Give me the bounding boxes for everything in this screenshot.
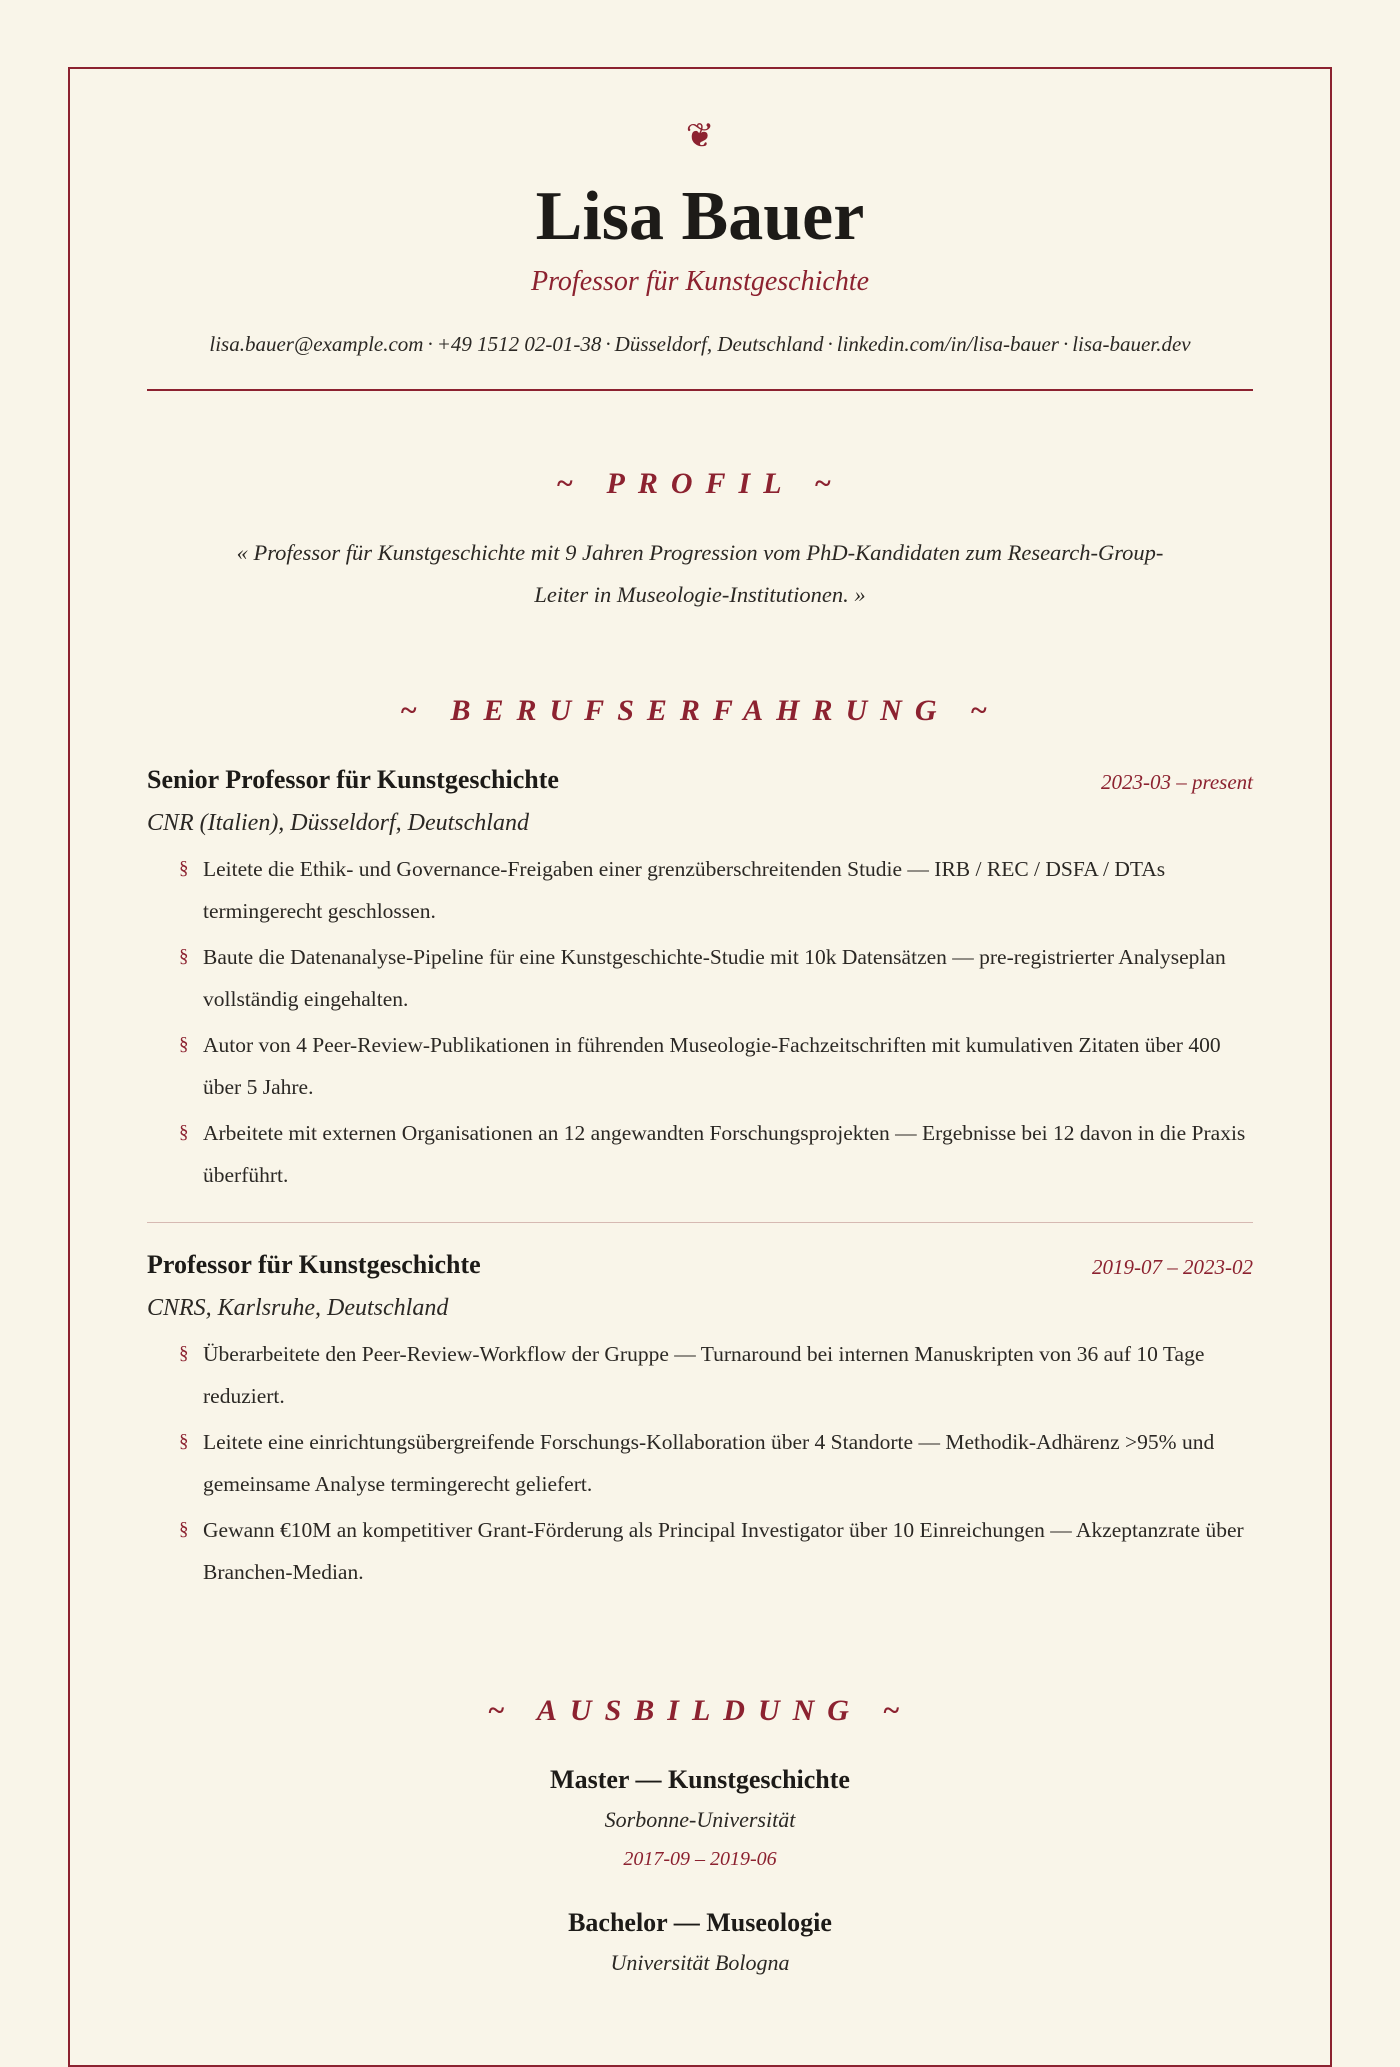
job-bullets	[147, 848, 1253, 1196]
education-degree: Bachelor — Museologie	[568, 1908, 832, 1937]
list-item	[147, 936, 1253, 1020]
job-divider	[147, 1222, 1253, 1223]
job-entry	[147, 1247, 1253, 1597]
contact-location: Düsseldorf, Deutschland	[614, 332, 824, 356]
section-title-experience: ~ BERUFSERFAHRUNG ~	[399, 694, 1001, 727]
section-sign-icon: §	[179, 1431, 189, 1452]
section-title-education: ~ AUSBILDUNG ~	[487, 1694, 913, 1727]
job-organization: CNR (Italien), Düsseldorf, Deutschland	[147, 810, 529, 836]
section-title-profile: ~ PROFIL ~	[555, 467, 845, 500]
job-header	[147, 762, 1253, 798]
job-dates: 2023-03 – present	[1100, 770, 1253, 794]
job-organization: CNRS, Karlsruhe, Deutschland	[147, 1295, 449, 1321]
fleuron-icon: ❦	[685, 116, 715, 156]
job-title: Professor für Kunstgeschichte	[147, 1250, 481, 1279]
contact-linkedin[interactable]: linkedin.com/in/lisa-bauer	[836, 332, 1059, 356]
contact-separator: ·	[427, 332, 433, 356]
bullet-text: Gewann €10M an kompetitiver Grant-Förderung als Principal Investigator über 10 Einreichungen — Akzeptanzrate über Branchen-Median.	[203, 1518, 1244, 1584]
bullet-text: Autor von 4 Peer-Review-Publikationen in führenden Museologie-Fachzeitschriften mit kumulativen Zitaten über 400 über 5 Jahre.	[203, 1033, 1221, 1099]
list-item	[147, 1333, 1253, 1417]
contact-email[interactable]: lisa.bauer@example.com	[209, 332, 424, 356]
section-sign-icon: §	[179, 1034, 189, 1055]
bullet-text: Leitete eine einrichtungsübergreifende Forschungs-Kollaboration über 4 Standorte — Methodik-Adhärenz >95% und gemeinsame Analyse termingerecht geliefert.	[203, 1430, 1215, 1496]
candidate-name: Lisa Bauer	[535, 178, 865, 255]
list-item	[147, 1112, 1253, 1196]
contact-website[interactable]: lisa-bauer.dev	[1072, 332, 1191, 356]
education-dates: 2017-09 – 2019-06	[623, 1848, 777, 1870]
education-degree: Master — Kunstgeschichte	[550, 1765, 850, 1794]
contact-separator: ·	[827, 332, 833, 356]
contact-phone[interactable]: +49 1512 02-01-38	[436, 332, 602, 356]
section-sign-icon: §	[179, 1519, 189, 1540]
list-item	[147, 1024, 1253, 1108]
section-sign-icon: §	[179, 946, 189, 967]
section-sign-icon: §	[179, 858, 189, 879]
bullet-text: Arbeitete mit externen Organisationen an 12 angewandten Forschungsprojekten — Ergebnisse bei 12 davon in die Praxis überführt.	[203, 1121, 1246, 1187]
bullet-text: Baute die Datenanalyse-Pipeline für eine Kunstgeschichte-Studie mit 10k Datensätzen — pre-registrierter Analyseplan vollständig eingehalten.	[203, 945, 1226, 1011]
profile-summary: « Professor für Kunstgeschichte mit 9 Jahren Progression vom PhD-Kandidaten zum Research-Group-Leiter in Museologie-Institutionen. »	[236, 540, 1164, 607]
job-entry	[147, 762, 1253, 1200]
contact-separator: ·	[605, 332, 611, 356]
list-item	[147, 1421, 1253, 1505]
contact-separator: ·	[1062, 332, 1069, 356]
bullet-text: Überarbeitete den Peer-Review-Workflow der Gruppe — Turnaround bei internen Manuskripten von 36 auf 10 Tage reduziert.	[203, 1342, 1205, 1408]
bullet-text: Leitete die Ethik- und Governance-Freigaben einer grenzüberschreitenden Studie — IRB / REC / DSFA / DTAs termingerecht geschlossen.	[203, 857, 1166, 923]
education-school: Sorbonne-Universität	[604, 1807, 796, 1832]
header-rule	[147, 389, 1253, 391]
list-item	[147, 1509, 1253, 1593]
job-header	[147, 1247, 1253, 1283]
list-item	[147, 848, 1253, 932]
contact-line	[0, 328, 1400, 360]
education-school: Universität Bologna	[610, 1950, 790, 1975]
education-entry	[0, 1762, 1400, 1876]
headline: Professor für Kunstgeschichte	[530, 266, 870, 297]
section-sign-icon: §	[179, 1122, 189, 1143]
section-sign-icon: §	[179, 1343, 189, 1364]
job-title: Senior Professor für Kunstgeschichte	[147, 765, 559, 794]
job-dates: 2019-07 – 2023-02	[1092, 1255, 1253, 1279]
education-entry	[0, 1905, 1400, 1981]
job-bullets	[147, 1333, 1253, 1593]
